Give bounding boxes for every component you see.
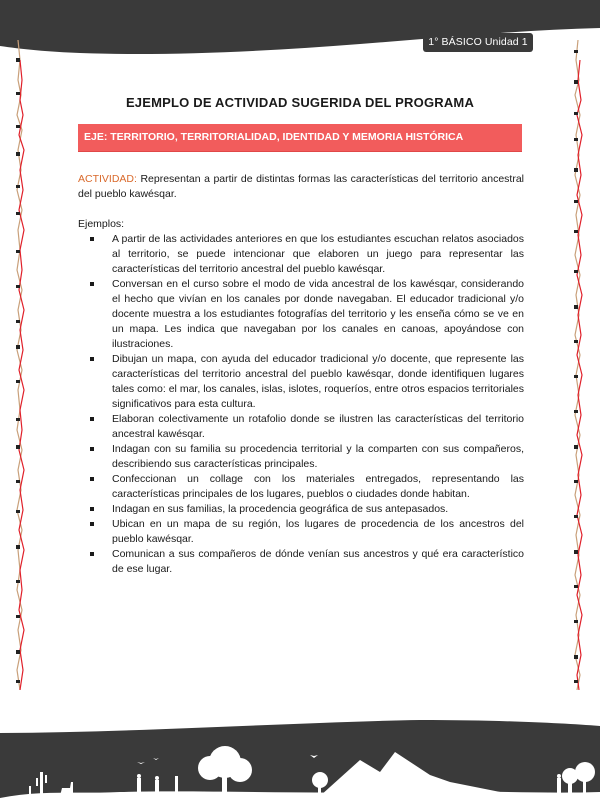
square-bullet-icon [90, 282, 94, 286]
square-bullet-icon [90, 477, 94, 481]
square-bullet-icon [90, 522, 94, 526]
square-bullet-icon [90, 417, 94, 421]
left-zigzag-border-decoration [12, 40, 32, 690]
square-bullet-icon [90, 552, 94, 556]
list-item: Ubican en un mapa de su región, los lugares de procedencia de los ancestros del pueblo kawésqar. [78, 517, 524, 547]
footer-landscape-silhouette-decoration [0, 720, 600, 800]
square-bullet-icon [90, 447, 94, 451]
activity-paragraph [78, 172, 524, 202]
activity-label: ACTIVIDAD: [78, 173, 137, 185]
square-bullet-icon [90, 507, 94, 511]
list-item: Indagan en sus familias, la procedencia geográfica de sus antepasados. [78, 502, 524, 517]
list-item: Dibujan un mapa, con ayuda del educador tradicional y/o docente, que represente las características del territorio ancestral del pueblo kawésqar, donde identifiquen lugares tales como: el mar, los canales, islas, islotes, roqueríos, entre otros espacios territoriales significativos para esta cultura. [78, 352, 524, 412]
examples-label: Ejemplos: [78, 218, 125, 230]
list-item: Conversan en el curso sobre el modo de vida ancestral de los kawésqar, considerando el hecho que vivían en los canales por donde navegaban. El educador tradicional y/o docente muestra a los estudiantes fotografías del territorio y les enseña cómo se ve en un mapa. Les indica que navegaban por los canales en canoas, apoyándose con ilustraciones. [78, 277, 524, 352]
list-item: Elaboran colectivamente un rotafolio donde se ilustren las características del territorio ancestral kawésqar. [78, 412, 524, 442]
list-item: A partir de las actividades anteriores en que los estudiantes escuchan relatos asociados al territorio, se puede intencionar que elaboren un juego para representar las características del territorio ancestral del pueblo kawésqar. [78, 232, 524, 277]
list-item: Confeccionan un collage con los materiales entregados, representando las características principales de los lugares, pueblos o ciudades donde habitan. [78, 472, 524, 502]
right-zigzag-border-decoration [568, 40, 588, 690]
examples-list [78, 232, 524, 577]
page-title: EJEMPLO DE ACTIVIDAD SUGERIDA DEL PROGRAMA [125, 95, 475, 110]
activity-content [78, 172, 524, 577]
square-bullet-icon [90, 237, 94, 241]
list-item: Indagan con su familia su procedencia territorial y la comparten con sus compañeros, describiendo sus características principales. [78, 442, 524, 472]
axis-banner: EJE: TERRITORIO, TERRITORIALIDAD, IDENTIDAD Y MEMORIA HISTÓRICA [78, 124, 522, 152]
activity-text: Representan a partir de distintas formas las características del territorio ancestral del pueblo kawésqar. [78, 173, 524, 200]
unit-badge: 1° BÁSICO Unidad 1 [423, 33, 533, 52]
list-item: Comunican a sus compañeros de dónde venían sus ancestros y qué era característico de ese lugar. [78, 547, 524, 577]
square-bullet-icon [90, 357, 94, 361]
